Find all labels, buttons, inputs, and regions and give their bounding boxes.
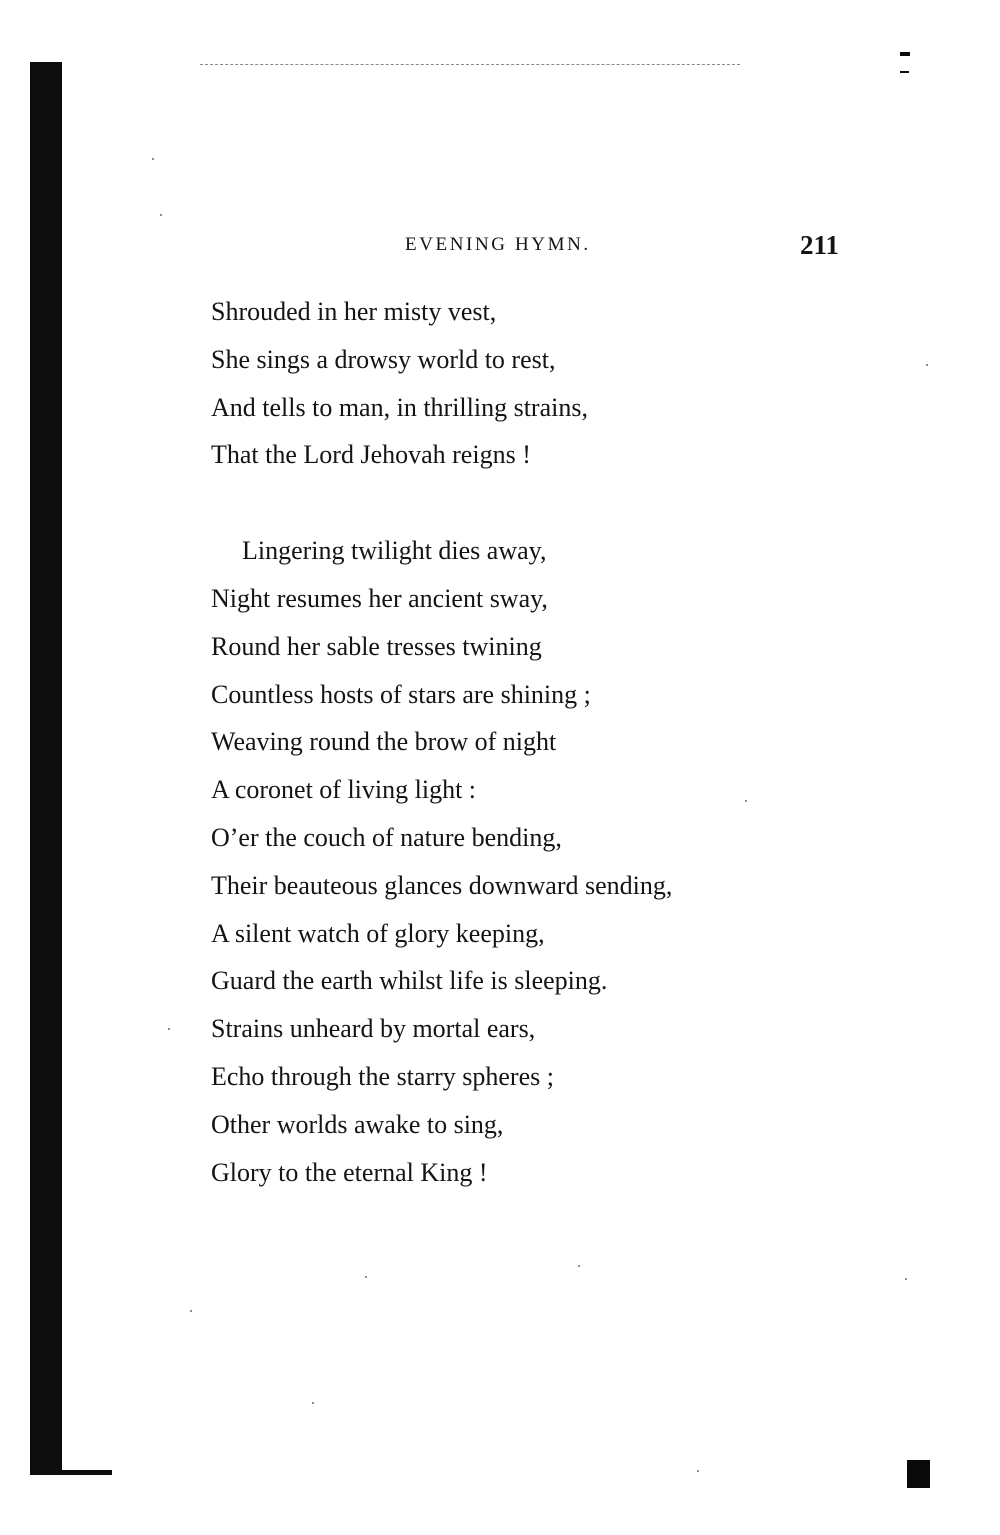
- poem-line: A silent watch of glory keeping,: [211, 918, 545, 948]
- scan-speck: [168, 1028, 170, 1030]
- scan-speck: [312, 1402, 314, 1404]
- poem-line: Strains unheard by mortal ears,: [211, 1014, 536, 1044]
- scan-top-rule: [200, 64, 740, 65]
- poem-line: A coronet of living light :: [211, 775, 477, 805]
- poem-line: O’er the couch of nature bending,: [211, 822, 562, 852]
- poem-line: Night resumes her ancient sway,: [211, 583, 548, 613]
- running-header: [0, 230, 1000, 264]
- poem-line: Countless hosts of stars are shining ;: [211, 679, 591, 709]
- stanza-1: [211, 292, 811, 483]
- poem-line: Shrouded in her misty vest,: [211, 297, 497, 326]
- scan-speck: [152, 158, 154, 160]
- poem-line: Glory to the eternal King !: [211, 1157, 488, 1187]
- scan-speck: [697, 1470, 699, 1472]
- scan-speck: [160, 214, 162, 216]
- poem-line: And tells to man, in thrilling strains,: [211, 392, 588, 422]
- running-header-title: EVENING HYMN.: [405, 234, 591, 255]
- poem-line: Echo through the starry spheres ;: [211, 1061, 554, 1091]
- poem-line: Their beauteous glances downward sending,: [211, 870, 673, 900]
- poem-line: Guard the earth whilst life is sleeping.: [211, 966, 608, 996]
- scan-speck: [905, 1278, 907, 1280]
- poem-body: [211, 292, 811, 1200]
- poem-line: Round her sable tresses twining: [211, 631, 542, 661]
- binding-gutter-foot: [30, 1470, 112, 1475]
- poem-line: Lingering twilight dies away,: [242, 536, 547, 566]
- poem-line: That the Lord Jehovah reigns !: [211, 440, 531, 470]
- scan-corner-mark: [900, 71, 909, 73]
- scan-corner-mark: [900, 52, 910, 56]
- scan-speck: [190, 1310, 192, 1312]
- scan-speck: [365, 1276, 367, 1278]
- stanza-2: [211, 531, 811, 1200]
- page-number: 211: [800, 230, 840, 260]
- poem-line: Other worlds awake to sing,: [211, 1109, 504, 1139]
- poem-line: She sings a drowsy world to rest,: [211, 344, 556, 374]
- binding-gutter-shadow: [30, 62, 62, 1474]
- poem-line: Weaving round the brow of night: [211, 727, 557, 757]
- scan-square-mark: [907, 1460, 930, 1488]
- scan-speck: [578, 1265, 580, 1267]
- scan-speck: [926, 364, 928, 366]
